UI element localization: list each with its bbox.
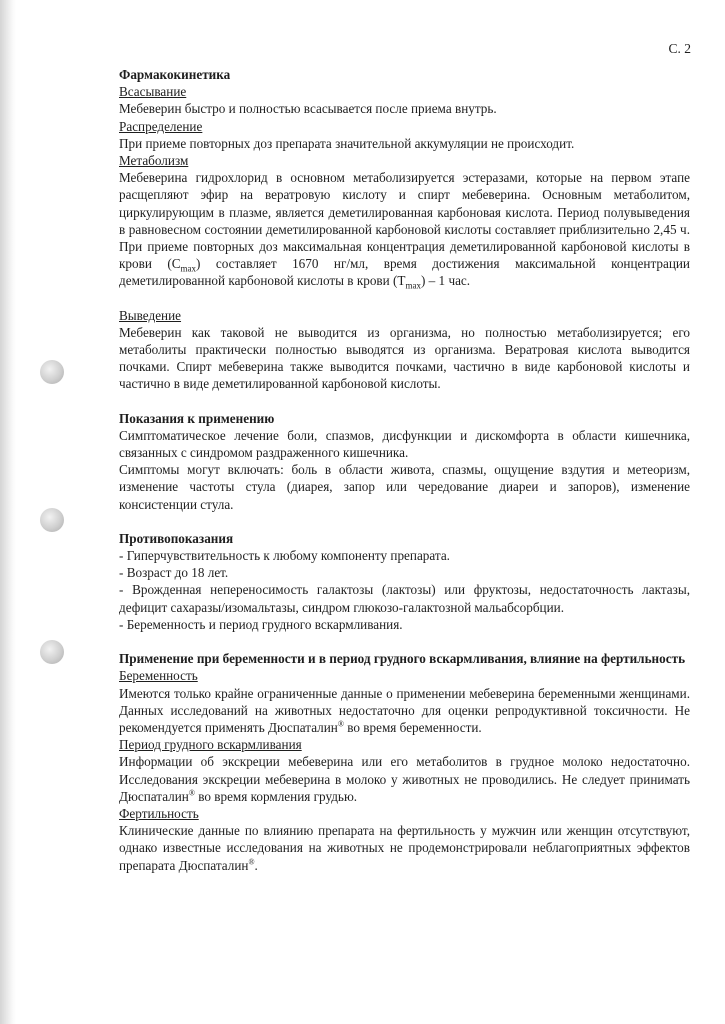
- paragraph: [119, 753, 690, 805]
- subsection-title: Всасывание: [119, 84, 187, 100]
- subscript: max: [405, 281, 421, 292]
- subscript: max: [180, 263, 197, 274]
- subsection-title: Период грудного вскармливания: [119, 737, 302, 753]
- section-title: Показания к применению: [119, 410, 275, 426]
- punch-hole: [40, 640, 64, 664]
- pharmacokinetics-section: [119, 66, 690, 393]
- registered-mark: ®: [188, 788, 195, 798]
- contraindications-section: [119, 530, 690, 633]
- punch-hole: [40, 360, 64, 384]
- pregnancy-section: [119, 650, 690, 874]
- text-run: Информации об экскреции мебеверина или его метаболитов в грудное молоко недостаточно. Исследования экскреции мебеверина в молоко у животных не проводились. Не следует принимать Дюспаталин: [119, 754, 690, 804]
- list-item: - Возраст до 18 лет.: [119, 565, 229, 581]
- subsection-title: Беременность: [119, 668, 198, 684]
- paragraph: [119, 822, 690, 874]
- section-title: Применение при беременности и в период грудного вскармливания, влияние на фертильность: [119, 651, 686, 667]
- paragraph: Симптомы могут включать: боль в области живота, спазмы, ощущение вздутия и метеоризм, изменение частоты стула (диарея, запор или чередование диареи и запоров), изменение консистенции стула.: [119, 462, 690, 512]
- subsection-title: Фертильность: [119, 805, 199, 821]
- text-run: Мебеверина гидрохлорид в основном метаболизируется эстеразами, которые на первом этапе расщепляют эфир на вератровую кислоту и спирт мебеверина. Основным метаболитом, циркулирующим в плазме, является деметилированная карбоновая кислота. Период полувыведения в равновесном состоянии деметилированной карбоновой кислоты составляет приблизительно 2,45 ч. При приеме повторных доз максимальная концентрация деметилированной карбоновой кислоты в крови (C: [119, 170, 690, 272]
- section-title: Фармакокинетика: [119, 67, 231, 82]
- text-run: Имеются только крайне ограниченные данные о применении мебеверина беременными женщинами. Данных исследований на животных недостаточно для оценки репродуктивной токсичности. Не рекомендуется применять Дюспаталин: [119, 685, 690, 735]
- list-item: - Врожденная непереносимость галактозы (лактозы) или фруктозы, недостаточность лактазы, дефицит сахаразы/изомальтазы, синдром глюкозо-галактозной мальабсорбции.: [119, 582, 690, 615]
- text-run: Клинические данные по влиянию препарата на фертильность у мужчин или женщин отсутствуют, однако известные исследования на животных не продемонстрировали неблагоприятных эффектов препарата Дюспаталин: [119, 823, 690, 873]
- registered-mark: ®: [248, 857, 255, 867]
- text-run: ) составляет 1670 нг/мл, время достижения максимальной концентрации деметилированной карбоновой кислоты в крови (T: [119, 256, 690, 289]
- page-number: С. 2: [668, 41, 691, 56]
- paragraph: При приеме повторных доз препарата значительной аккумуляции не происходит.: [119, 135, 575, 151]
- paragraph: [119, 685, 690, 737]
- paragraph: Мебеверин быстро и полностью всасывается после приема внутрь.: [119, 101, 497, 117]
- list-item: - Гиперчувствительность к любому компоненту препарата.: [119, 548, 450, 564]
- text-run: .: [254, 857, 258, 873]
- paragraph: Мебеверин как таковой не выводится из организма, но полностью метаболизируется; его метаболиты практически полностью выводятся из организма. Вератровая кислота выводится почками. Спирт мебеверина также выводится почками, частично в виде карбоновой кислоты и частично в виде деметилированной карбоновой кислоты.: [119, 324, 690, 392]
- section-title: Противопоказания: [119, 530, 234, 546]
- subsection-title: Метаболизм: [119, 153, 189, 169]
- punch-hole: [40, 508, 64, 532]
- text-run: во время кормления грудью.: [194, 788, 358, 804]
- subsection-title: Распределение: [119, 118, 203, 134]
- text-run: во время беременности.: [343, 719, 482, 735]
- paragraph: [119, 169, 690, 292]
- text-run: ) – 1 час.: [420, 273, 471, 289]
- indications-section: [119, 410, 690, 513]
- list-item: - Беременность и период грудного вскармливания.: [119, 616, 403, 632]
- subsection-title: Выведение: [119, 307, 182, 323]
- paragraph: Симптоматическое лечение боли, спазмов, дисфункции и дискомфорта в области кишечника, связанных с синдромом раздраженного кишечника.: [119, 427, 690, 461]
- registered-mark: ®: [337, 719, 344, 729]
- document-body: [119, 66, 690, 874]
- page-left-shadow: [0, 0, 16, 1024]
